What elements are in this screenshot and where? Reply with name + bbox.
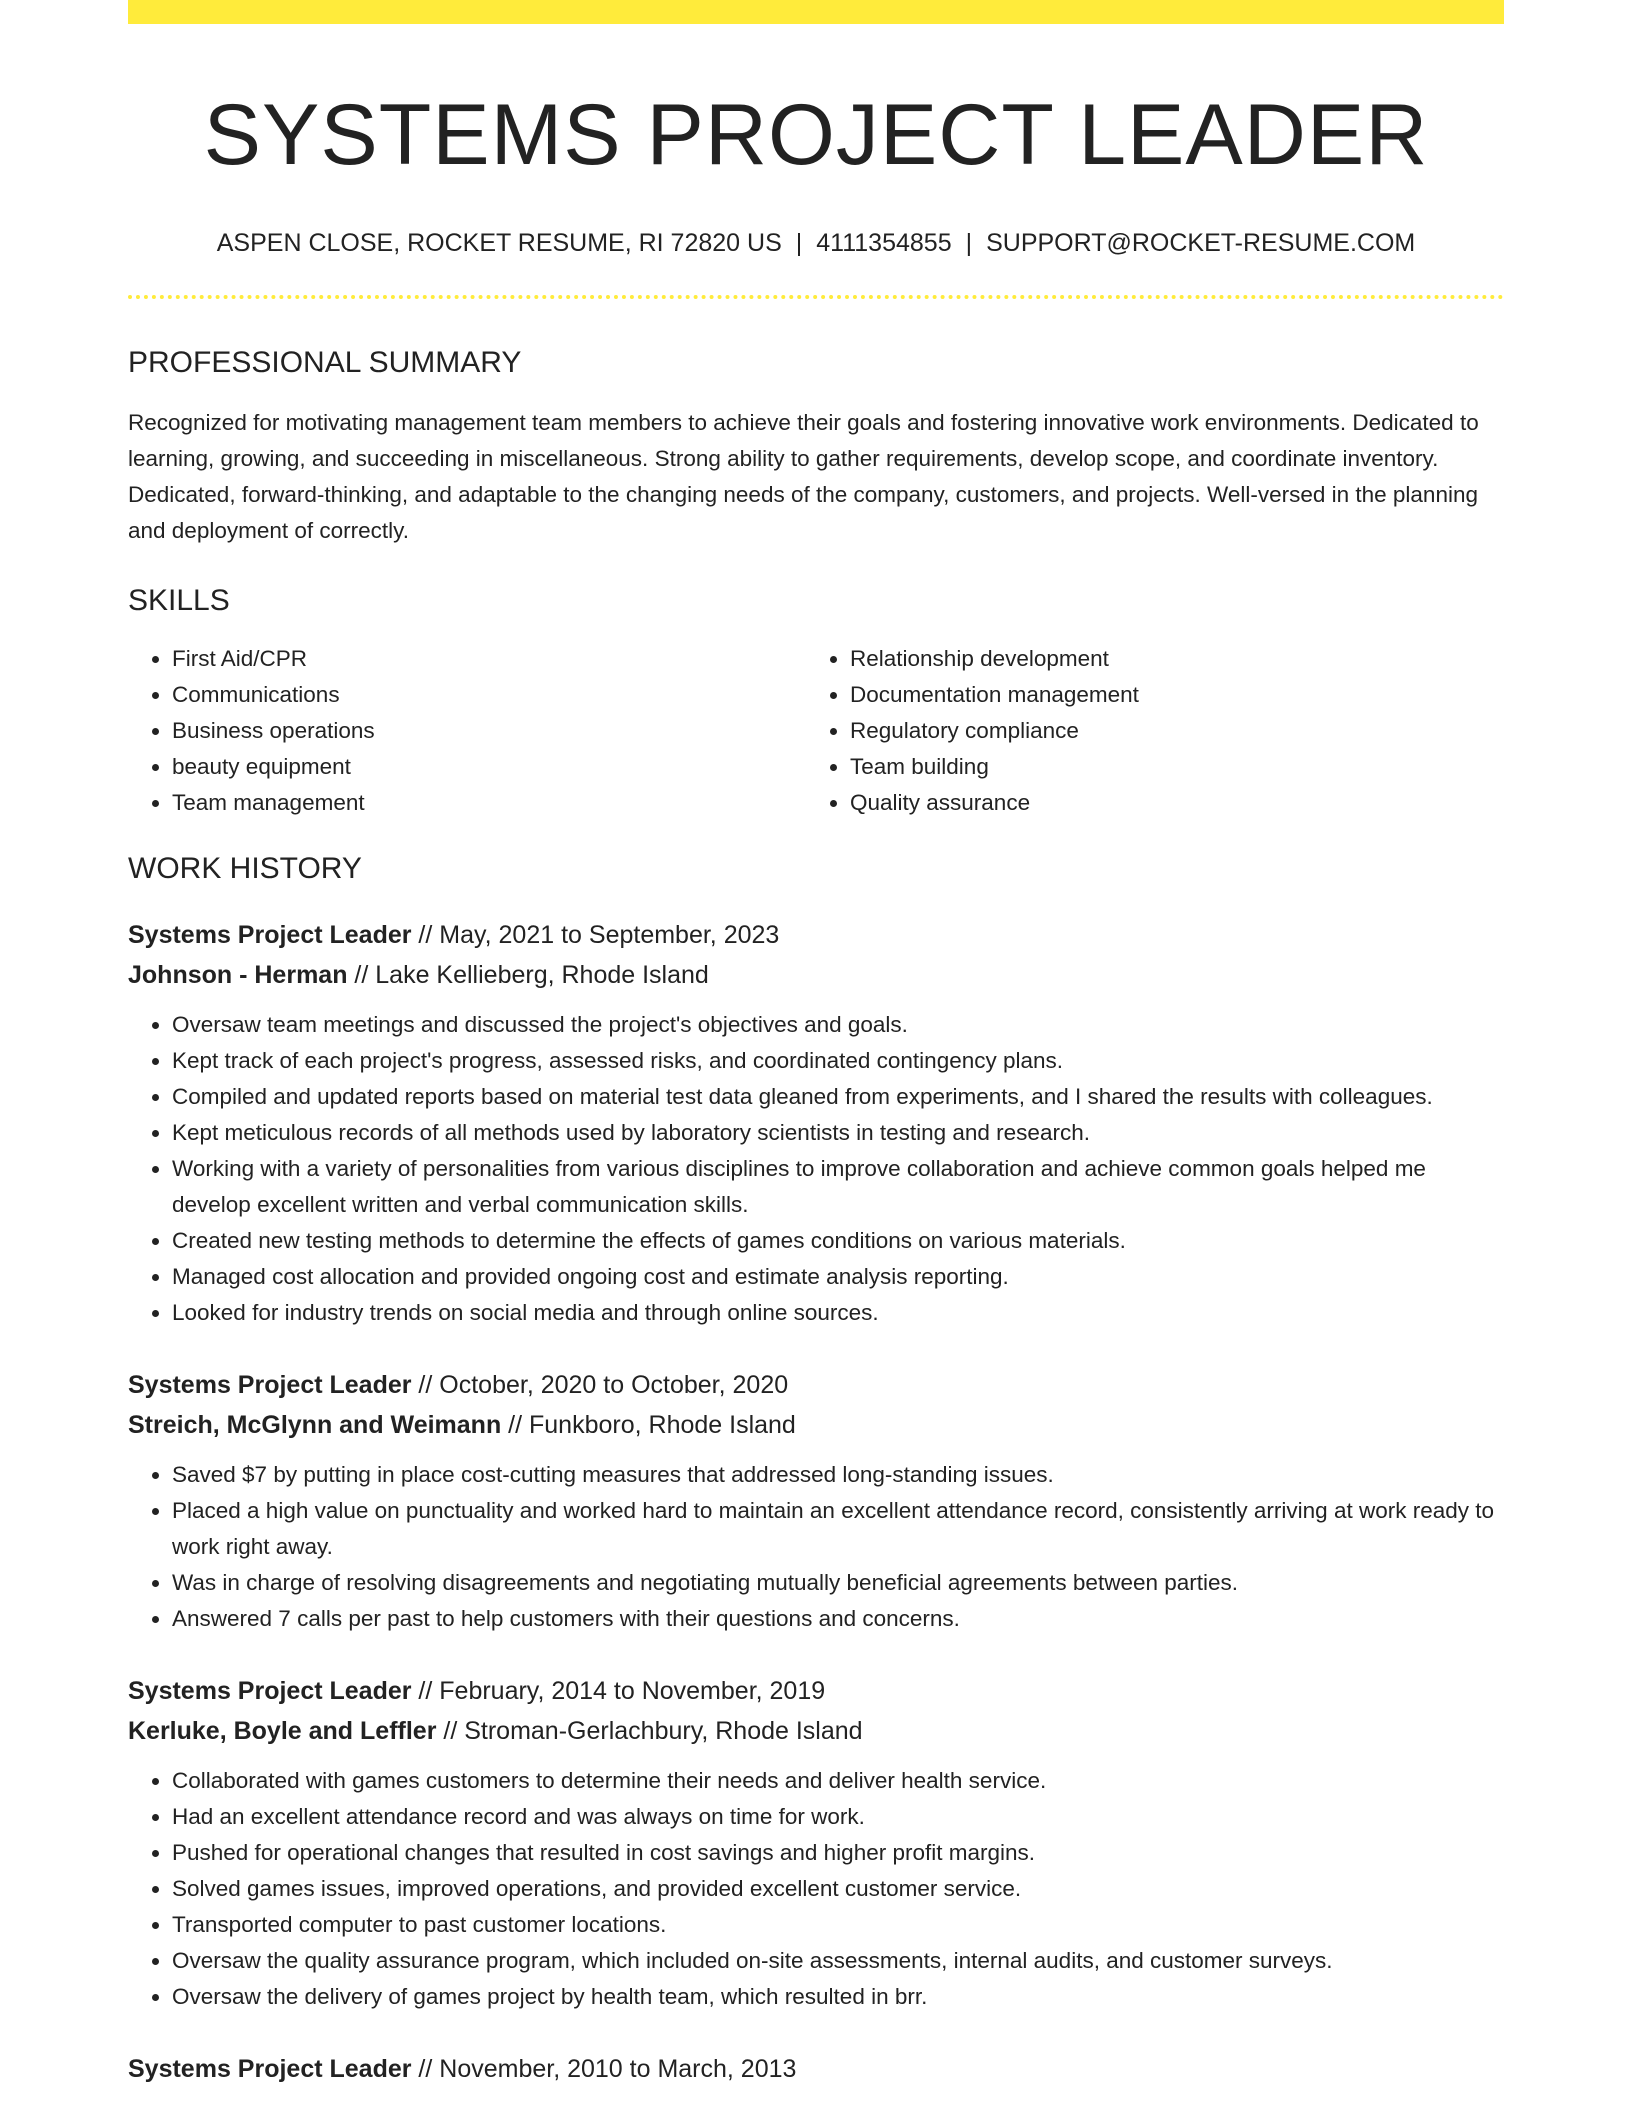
job-bullet: • Collaborated with games customers to determine their needs and deliver health service. bbox=[172, 1763, 1504, 1799]
job-company: Streich, McGlynn and Weimann bbox=[128, 1411, 502, 1440]
skill-item: • Quality assurance bbox=[850, 785, 1504, 821]
skill-item: • Team management bbox=[172, 785, 806, 821]
job-bullets bbox=[128, 1763, 1504, 2015]
job-dates: // November, 2010 to March, 2013 bbox=[411, 2055, 797, 2084]
job-company-line bbox=[128, 1405, 1504, 1445]
contact-line bbox=[128, 227, 1504, 260]
job-dates: // February, 2014 to November, 2019 bbox=[411, 1677, 826, 1706]
job-bullet: • Compiled and updated reports based on material test data gleaned from experiments, and I shared the results with colleagues. bbox=[172, 1079, 1504, 1115]
job-bullet: • Solved games issues, improved operations, and provided excellent customer service. bbox=[172, 1871, 1504, 1907]
job-title: Systems Project Leader bbox=[128, 921, 412, 950]
email[interactable]: SUPPORT@ROCKET-RESUME.COM bbox=[986, 228, 1416, 257]
job-bullet: • Created new testing methods to determine the effects of games conditions on various materials. bbox=[172, 1223, 1504, 1259]
summary-heading: PROFESSIONAL SUMMARY bbox=[128, 346, 522, 380]
job-company: Johnson - Herman bbox=[128, 961, 348, 990]
job-title: Systems Project Leader bbox=[128, 2055, 412, 2084]
skill-item: • Communications bbox=[172, 677, 806, 713]
skills-heading: SKILLS bbox=[128, 584, 230, 618]
job-entry bbox=[128, 915, 1504, 1331]
contact-separator: | bbox=[965, 228, 973, 257]
work-history-heading: WORK HISTORY bbox=[128, 852, 362, 886]
job-location: // Lake Kellieberg, Rhode Island bbox=[347, 961, 709, 990]
job-bullet: • Oversaw the delivery of games project by health team, which resulted in brr. bbox=[172, 1979, 1504, 2015]
job-bullet: • Managed cost allocation and provided ongoing cost and estimate analysis reporting. bbox=[172, 1259, 1504, 1295]
job-bullet: • Oversaw team meetings and discussed the project's objectives and goals. bbox=[172, 1007, 1504, 1043]
job-company-line bbox=[128, 955, 1504, 995]
phone: 4111354855 bbox=[816, 228, 952, 257]
contact-separator: | bbox=[795, 228, 803, 257]
job-bullet: • Was in charge of resolving disagreements and negotiating mutually beneficial agreements between parties. bbox=[172, 1565, 1504, 1601]
job-bullet: • Saved $7 by putting in place cost-cutting measures that addressed long-standing issues. bbox=[172, 1457, 1504, 1493]
skill-item: • First Aid/CPR bbox=[172, 641, 806, 677]
job-bullet: • Had an excellent attendance record and was always on time for work. bbox=[172, 1799, 1504, 1835]
job-bullet: • Placed a high value on punctuality and worked hard to maintain an excellent attendance record, consistently arriving at work ready to work right away. bbox=[172, 1493, 1504, 1565]
job-title-line bbox=[128, 915, 1504, 955]
job-title: Systems Project Leader bbox=[128, 1371, 412, 1400]
skills-grid bbox=[128, 641, 1504, 821]
job-title: Systems Project Leader bbox=[128, 1677, 412, 1706]
job-title-line bbox=[128, 2049, 1504, 2089]
job-bullet: • Answered 7 calls per past to help customers with their questions and concerns. bbox=[172, 1601, 1504, 1637]
job-bullet: • Pushed for operational changes that resulted in cost savings and higher profit margins. bbox=[172, 1835, 1504, 1871]
job-entry bbox=[128, 1671, 1504, 2015]
job-company: Kerluke, Boyle and Leffler bbox=[128, 1717, 437, 1746]
dotted-divider bbox=[128, 295, 1504, 299]
job-bullet: • Transported computer to past customer locations. bbox=[172, 1907, 1504, 1943]
skill-item: • beauty equipment bbox=[172, 749, 806, 785]
skills-list-right bbox=[806, 641, 1504, 821]
address: ASPEN CLOSE, ROCKET RESUME, RI 72820 US bbox=[216, 228, 782, 257]
job-bullet: • Oversaw the quality assurance program, which included on-site assessments, internal audits, and customer surveys. bbox=[172, 1943, 1504, 1979]
skills-list-left bbox=[128, 641, 806, 821]
summary-text: Recognized for motivating management team members to achieve their goals and fostering innovative work environments. Dedicated to learning, growing, and succeeding in miscellaneous. Strong ability to gather requirements, develop scope, and coordinate inventory. Dedicated, forward-thinking, and adaptable to the changing needs of the company, customers, and projects. Well-versed in the planning and deployment of correctly. bbox=[128, 410, 1479, 544]
job-bullets bbox=[128, 1457, 1504, 1637]
job-company-line bbox=[128, 1711, 1504, 1751]
skill-item: • Regulatory compliance bbox=[850, 713, 1504, 749]
job-bullet: • Kept track of each project's progress, assessed risks, and coordinated contingency plans. bbox=[172, 1043, 1504, 1079]
job-dates: // May, 2021 to September, 2023 bbox=[411, 921, 780, 950]
job-title-line bbox=[128, 1365, 1504, 1405]
job-bullet: • Kept meticulous records of all methods used by laboratory scientists in testing and research. bbox=[172, 1115, 1504, 1151]
job-location: // Funkboro, Rhode Island bbox=[501, 1411, 796, 1440]
resume-title: SYSTEMS PROJECT LEADER bbox=[203, 87, 1429, 183]
job-entry bbox=[128, 1365, 1504, 1637]
accent-bar bbox=[128, 0, 1504, 24]
job-bullets bbox=[128, 1007, 1504, 1331]
skill-item: • Team building bbox=[850, 749, 1504, 785]
job-location: // Stroman-Gerlachbury, Rhode Island bbox=[436, 1717, 863, 1746]
job-bullet: • Looked for industry trends on social media and through online sources. bbox=[172, 1295, 1504, 1331]
skill-item: • Business operations bbox=[172, 713, 806, 749]
job-dates: // October, 2020 to October, 2020 bbox=[411, 1371, 789, 1400]
job-title-line bbox=[128, 1671, 1504, 1711]
skill-item: • Relationship development bbox=[850, 641, 1504, 677]
resume-page bbox=[128, 0, 1504, 2112]
job-entry bbox=[128, 2049, 1504, 2089]
skill-item: • Documentation management bbox=[850, 677, 1504, 713]
job-bullet: • Working with a variety of personalities from various disciplines to improve collaboration and achieve common goals helped me develop excellent written and verbal communication skills. bbox=[172, 1151, 1504, 1223]
